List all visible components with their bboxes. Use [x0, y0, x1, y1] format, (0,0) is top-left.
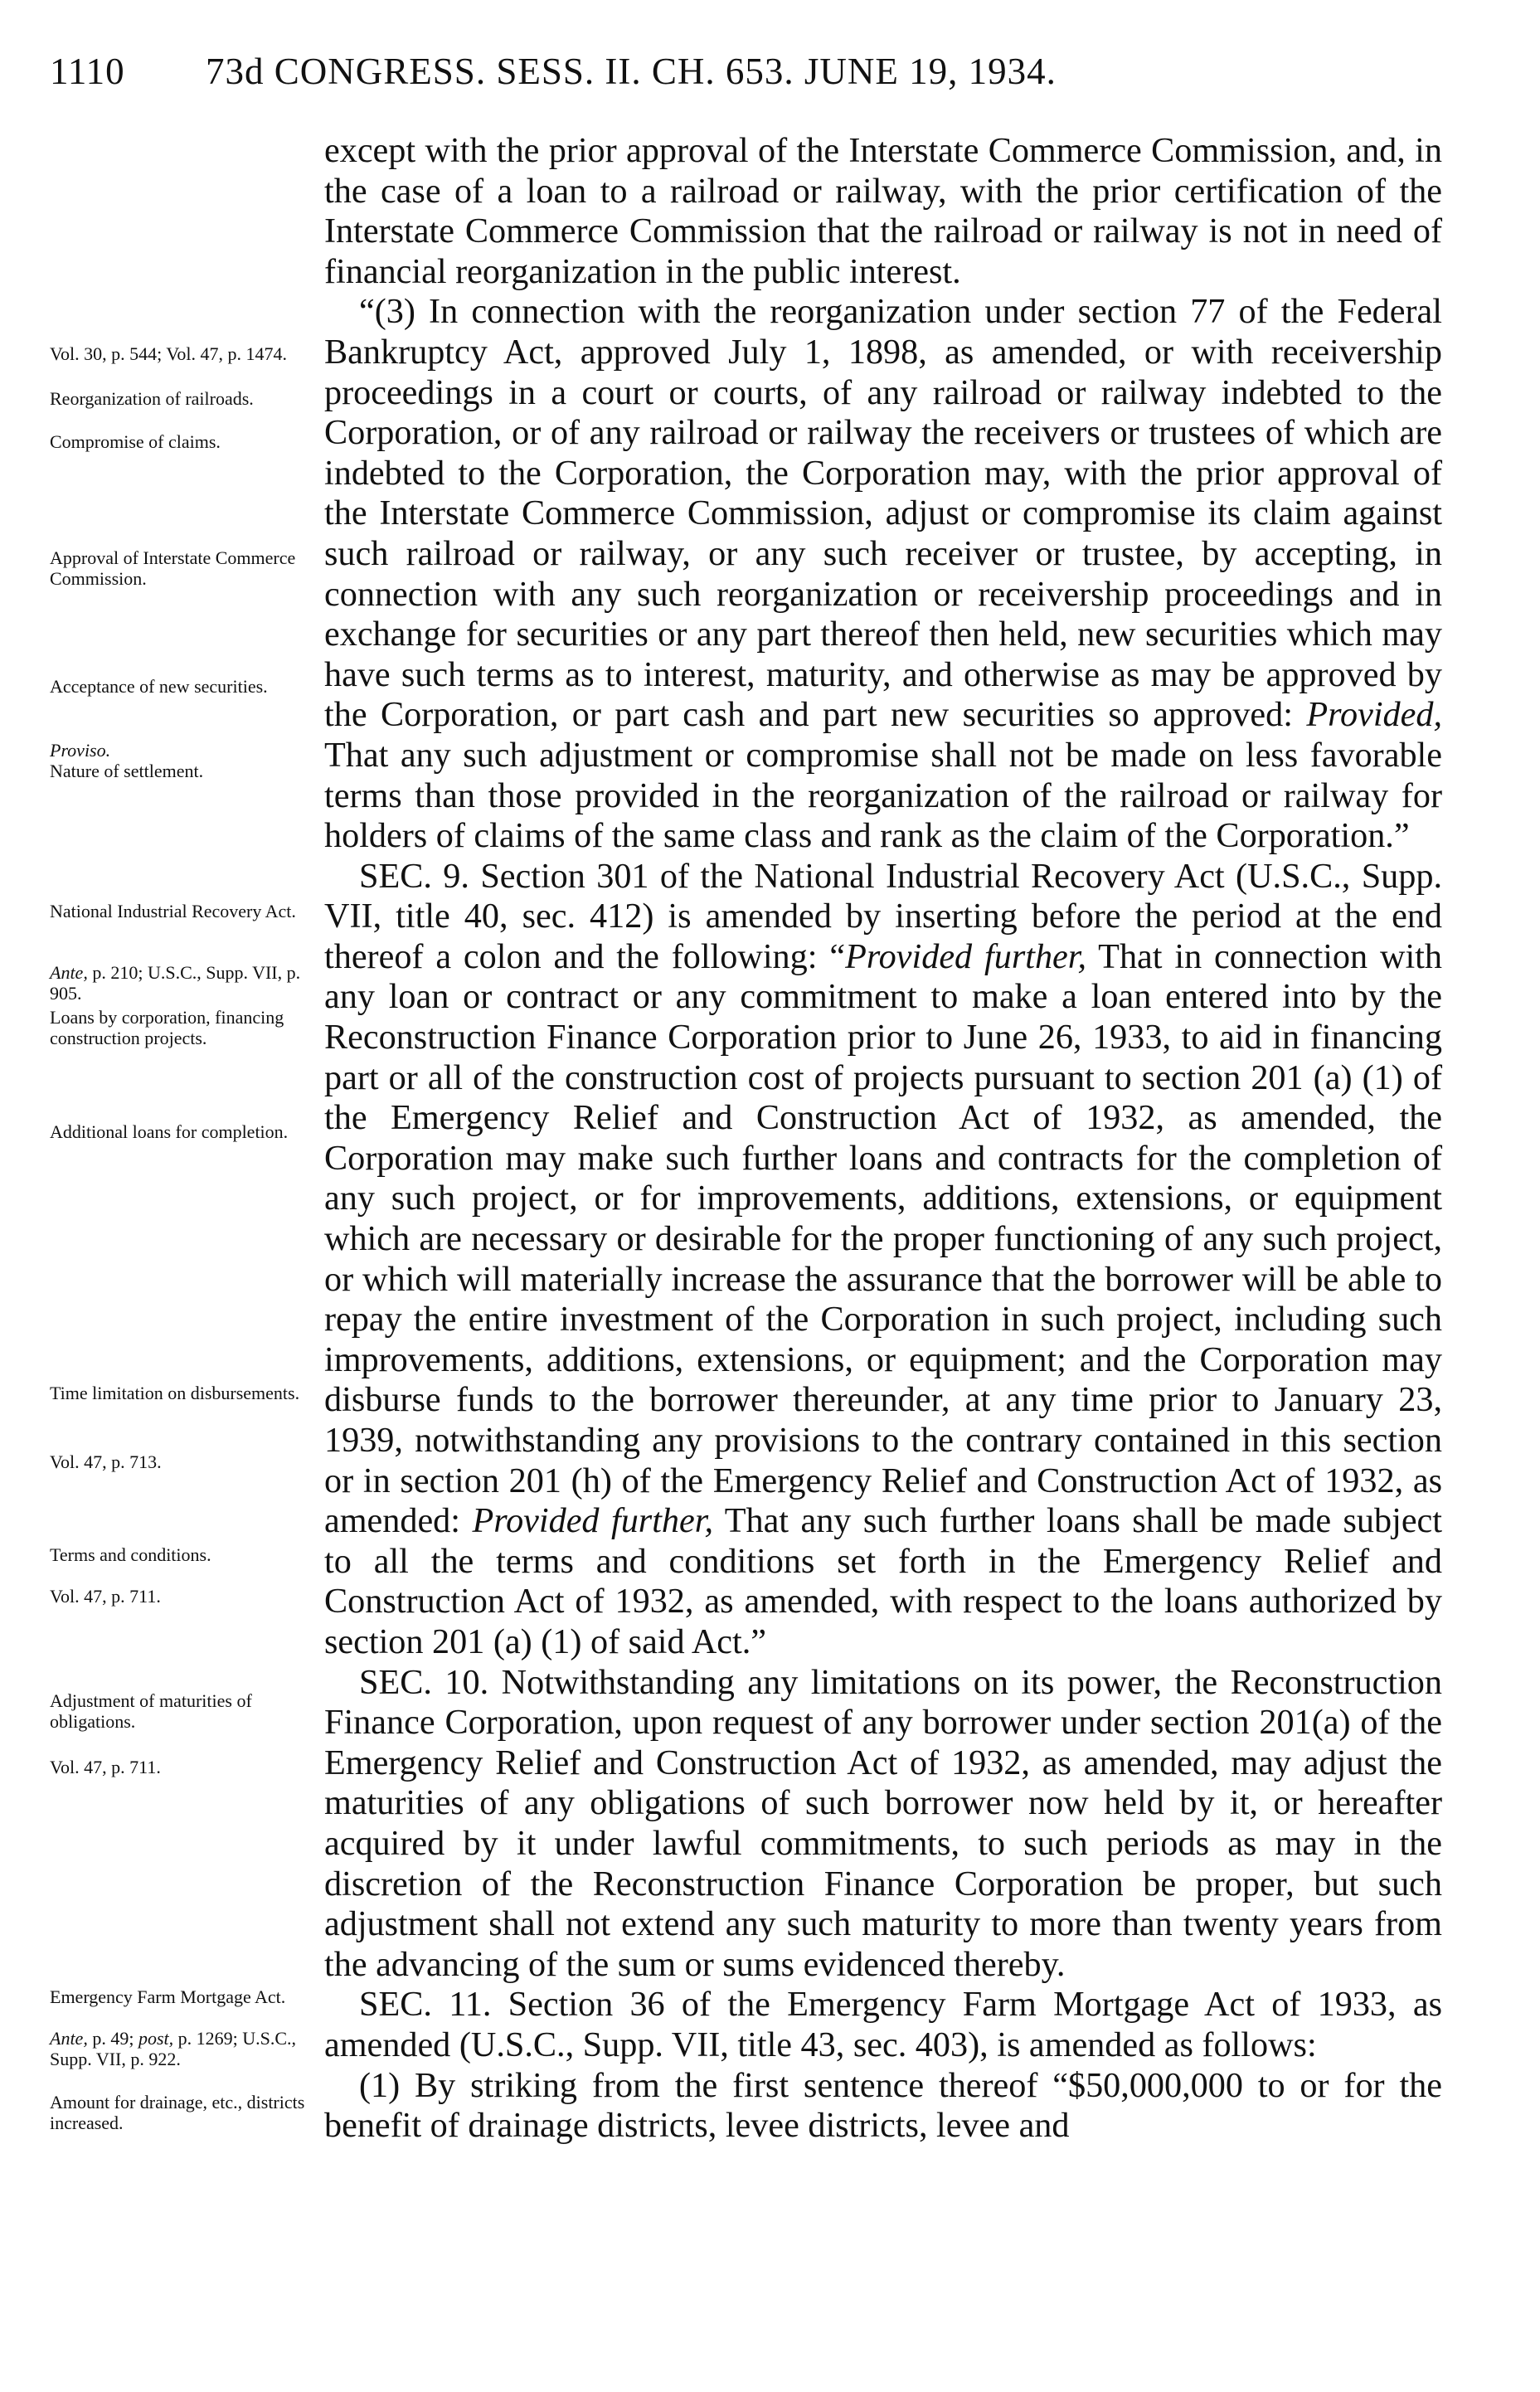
proviso-subject: Nature of settlement.: [50, 761, 204, 781]
ante-label: Ante,: [50, 962, 88, 983]
paragraph-sec-11: SEC. 11. Section 36 of the Emergency Farm Mortgage Act of 1933, as amended (U.S.C., Supp. VII, title 43, sec. 403), is amended as follows:: [324, 1985, 1442, 2064]
side-note: National Industrial Recovery Act.: [50, 901, 296, 921]
citation-note: Vol. 47, p. 711.: [50, 1757, 161, 1777]
citation-text: p. 49;: [92, 2028, 134, 2049]
ante-label: Ante,: [50, 2028, 88, 2049]
side-note: Time limitation on disbursements.: [50, 1383, 300, 1403]
statute-text: [324, 131, 1442, 2146]
paragraph-clause-1: (1) By striking from the first sentence thereof “$50,000,000 to or for the benefit of drainage districts, levee districts, levee and: [324, 2065, 1442, 2146]
text-run: “(3) In connection with the reorganization under section 77 of the Federal Bankruptcy Act, approved July 1, 1898, as amended, or with receivership proceedings in a court or courts, of any railroad or railway indebted to the Corporation, or of any railroad or railway the receivers or trustees of which are indebted to the Corporation, the Corporation may, with the prior approval of the Interstate Commerce Commission, adjust or compromise its claim against such railroad or railway, or any such receiver or trustee, by accepting, in connection with any such reorganization or receivership proceedings and in exchange for securities or any part thereof then held, new securities which may have such terms as to interest, maturity, and otherwise as may be approved by the Corporation, or part cash and part new securities so approved:: [324, 292, 1442, 735]
side-note: Acceptance of new securities.: [50, 676, 268, 697]
side-note: Terms and conditions.: [50, 1544, 211, 1565]
side-note: Emergency Farm Mortgage Act.: [50, 1986, 286, 2007]
citation-note: Vol. 47, p. 713.: [50, 1451, 162, 1472]
provided-term: Provided further,: [472, 1501, 714, 1541]
paragraph-sec-9: [324, 857, 1442, 1663]
side-note: Compromise of claims.: [50, 431, 221, 452]
provided-term: Provided,: [1306, 695, 1443, 735]
paragraph-continued: except with the prior approval of the Interstate Commerce Commission, and, in the case of a loan to a railroad or railway, with the prior certification of the Interstate Commerce Commission that the railroad or railway is not in need of financial reorganization in the public interest.: [324, 131, 1442, 291]
citation-text: p. 210; U.S.C., Supp. VII, p. 905.: [50, 962, 301, 1004]
margin-notes: [50, 0, 323, 2392]
running-head: 73d CONGRESS. SESS. II. CH. 653. JUNE 19, 1934.: [206, 51, 1057, 92]
citation-note: [50, 2028, 319, 2069]
side-note: Loans by corporation, financing construction projects.: [50, 1007, 284, 1048]
citation-note: [50, 962, 319, 1004]
side-note: Adjustment of maturities of obligations.: [50, 1690, 252, 1732]
citation-text: p. 1269; U.S.C., Supp. VII, p. 922.: [50, 2028, 297, 2069]
post-label: post,: [138, 2028, 174, 2049]
side-note: Approval of Interstate Commerce Commission.: [50, 547, 296, 589]
provided-term: Provided further,: [845, 936, 1087, 976]
citation-note: Vol. 47, p. 711.: [50, 1586, 161, 1607]
page-number: 1110: [50, 51, 125, 92]
paragraph-sec-10: SEC. 10. Notwithstanding any limitations on its power, the Reconstruction Finance Corporation, upon request of any borrower under section 201(a) of the Emergency Relief and Construction Act of 1932, as amended, may adjust the maturities of any obligations of such borrower now held by it, or hereafter acquired by it under lawful commitments, to such periods as may in the discretion of the Reconstruction Finance Corporation be proper, but such adjustment shall not extend any such maturity to more than twenty years from the advancing of the sum or sums evidenced thereby.: [324, 1662, 1442, 1984]
proviso-note: [50, 740, 319, 781]
side-note: Additional loans for completion.: [50, 1121, 289, 1142]
text-run: That any such further loans shall be made subject to all the terms and conditions set forth in the Emergency Relief and Construction Act of 1932, as amended, with respect to the loans authorized by section 201 (a) (1) of said Act.”: [324, 1501, 1442, 1661]
text-run: That in connection with any loan or contract or any commitment to make a loan entered into by the Reconstruction Finance Corporation prior to June 26, 1933, to aid in financing part or all of the construction cost of projects pursuant to section 201 (a) (1) of the Emergency Relief and Construction Act of 1932, as amended, the Corporation may make such further loans and contracts for the completion of any such project, or for improvements, additions, extensions, or equipment which are necessary or desirable for the proper functioning of any such project, or which will materially increase the assurance that the borrower will be able to repay the entire investment of the Corporation in such project, including such improvements, additions, extensions, or equipment; and the Corporation may disburse funds to the borrower thereunder, at any time prior to January 23, 1939, notwithstanding any provisions to the contrary contained in this section or in section 201 (h) of the Emergency Relief and Construction Act of 1932, as amended:: [324, 936, 1442, 1541]
text-run: That any such adjustment or compromise shall not be made on less favorable terms than those provided in the reorganization of the railroad or railway for holders of claims of the same class and rank as the claim of the Corporation.”: [324, 735, 1442, 856]
side-note: Amount for drainage, etc., districts increased.: [50, 2092, 305, 2133]
citation-note: Vol. 30, p. 544; Vol. 47, p. 1474.: [50, 343, 288, 364]
proviso-label: Proviso.: [50, 740, 111, 761]
side-note: Reorganization of railroads.: [50, 388, 254, 409]
paragraph-section-3: [324, 292, 1442, 856]
text-run: SEC. 9. Section 301 of the National Industrial Recovery Act (U.S.C., Supp. VII, title 40, sec. 412) is amended by inserting before the period at the end thereof a colon and the following: “: [324, 856, 1442, 976]
